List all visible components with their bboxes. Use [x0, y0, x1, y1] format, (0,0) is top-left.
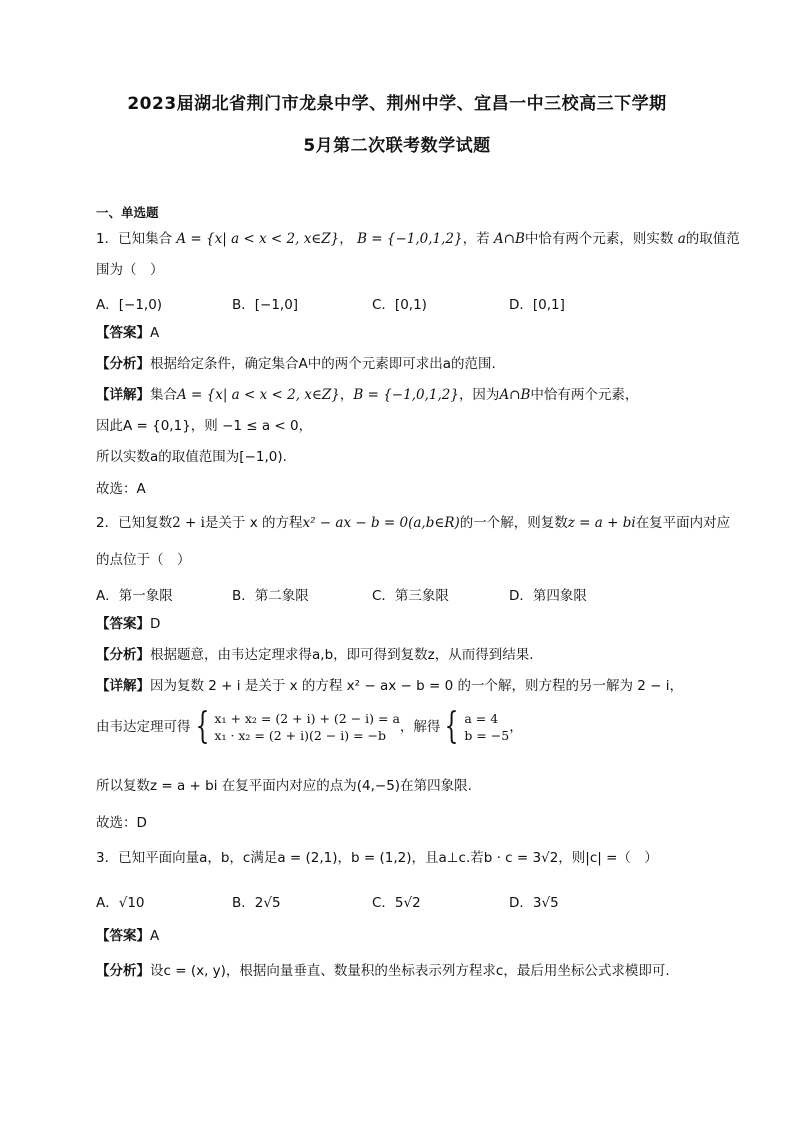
q1-stem-d: 的取值范: [685, 231, 740, 247]
q3-analysis-text: 设c = (x, y)，根据向量垂直、数量积的坐标表示列方程求c，最后用坐标公式求模即可.: [150, 963, 670, 979]
q1-set-a: A = {x| a < x < 2, x∈Z}: [176, 231, 340, 247]
q1-analysis-text: 根据给定条件，确定集合A中的两个元素即可求出a的范围.: [150, 356, 496, 372]
q2-choose: 故选：D: [96, 815, 147, 831]
q2-solution-system: [464, 710, 509, 744]
q1-answer: [96, 325, 159, 341]
q3-answer: [96, 928, 159, 944]
q1-set-b: B = {−1,0,1,2}: [357, 231, 463, 247]
q2-detail-line2: [96, 706, 523, 747]
q2-detail-line3: 所以复数z = a + bi 在复平面内对应的点为(4,−5)在第四象限.: [96, 778, 472, 794]
q2-option-c[interactable]: C．第三象限: [372, 588, 449, 604]
left-brace-icon: {: [195, 706, 209, 747]
q1-detail-a: 集合: [150, 387, 177, 403]
answer-tag: 【答案】: [96, 616, 150, 632]
q1-stem-line1: [96, 231, 740, 247]
analysis-tag: 【分析】: [96, 356, 150, 372]
q2-z0: 2 + i: [172, 515, 205, 531]
q1-option-d[interactable]: D．[0,1]: [509, 297, 565, 313]
q2-number: 2．: [96, 515, 119, 531]
q2-solution-line1: a = 4: [464, 711, 499, 726]
q3-analysis: [96, 963, 670, 979]
q2-detail-line1: [96, 678, 683, 694]
q2-option-d[interactable]: D．第四象限: [509, 588, 587, 604]
q2-detail2-pre: 由韦达定理可得: [96, 718, 191, 735]
q3-option-c[interactable]: C．5√2: [372, 895, 421, 911]
q1-detail-line1: [96, 387, 638, 403]
q2-stem-d: 在复平面内对应: [635, 515, 731, 531]
q2-solution-line2: b = −5: [464, 728, 510, 743]
detail-tag: 【详解】: [96, 678, 150, 694]
q1-stem-c: 中恰有两个元素，则实数: [524, 231, 674, 247]
q3-stem: [96, 850, 658, 866]
q3-option-d[interactable]: D．3√5: [509, 895, 559, 911]
q1-option-c[interactable]: C．[0,1): [372, 297, 427, 313]
q1-stem-line2: 围为（ ）: [96, 262, 164, 278]
q3-option-b[interactable]: B．2√5: [232, 895, 281, 911]
q1-detail-intersection: A∩B: [499, 387, 531, 403]
answer-tag: 【答案】: [96, 325, 150, 341]
answer-tag: 【答案】: [96, 928, 150, 944]
q1-intersection: A∩B: [493, 231, 525, 247]
q2-stem-c: 的一个解，则复数: [459, 515, 568, 531]
q2-stem-line2: 的点位于（ ）: [96, 552, 191, 568]
q2-analysis: [96, 647, 534, 663]
q2-z: z = a + bi: [567, 515, 636, 531]
q1-detail-b: ，因为: [458, 387, 500, 403]
q2-analysis-text: 根据题意，由韦达定理求得a,b，即可得到复数z，从而得到结果.: [150, 647, 534, 663]
q3-answer-value: A: [150, 928, 160, 944]
q1-stem-b: ，若: [462, 231, 490, 247]
q1-detail-sep: ，: [339, 387, 354, 403]
q1-detail-set-b: B = {−1,0,1,2}: [353, 387, 459, 403]
q2-option-b[interactable]: B．第二象限: [232, 588, 309, 604]
q2-vieta-system: [214, 710, 400, 744]
q2-detail2-post: ，: [509, 718, 523, 735]
q2-option-a[interactable]: A．第一象限: [96, 588, 173, 604]
q1-analysis: [96, 356, 496, 372]
q1-number: 1．: [96, 231, 119, 247]
analysis-tag: 【分析】: [96, 963, 150, 979]
q2-vieta-line1: x₁ + x₂ = (2 + i) + (2 − i) = a: [214, 711, 400, 726]
q1-detail-c: 中恰有两个元素，: [530, 387, 639, 403]
q1-detail-line3: 所以实数a的取值范围为[−1,0).: [96, 449, 287, 465]
q2-vieta-line2: x₁ · x₂ = (2 + i)(2 − i) = −b: [214, 728, 387, 743]
q2-detail2-mid: ，解得: [399, 718, 441, 735]
q1-option-a[interactable]: A．[−1,0): [96, 297, 163, 313]
q1-sep: ，: [339, 231, 353, 247]
q3-stem-text: 已知平面向量a，b，c满足a = (2,1)，b = (1,2)，且a⊥c.若b · c = 3√2，则|c| =（ ）: [118, 850, 658, 866]
q2-stem-a: 已知复数: [118, 515, 173, 531]
q3-option-a[interactable]: A．√10: [96, 895, 145, 911]
q2-stem-b: 是关于 x 的方程: [204, 515, 303, 531]
q1-stem-a: 已知集合: [118, 231, 173, 247]
q1-detail-set-a: A = {x| a < x < 2, x∈Z}: [177, 387, 340, 403]
q1-choose: 故选：A: [96, 481, 146, 497]
detail-tag: 【详解】: [96, 387, 150, 403]
q1-option-b[interactable]: B．[−1,0]: [232, 297, 299, 313]
q2-answer-value: D: [150, 616, 161, 632]
q1-answer-value: A: [150, 325, 160, 341]
q2-stem-line1: [96, 515, 730, 531]
q2-answer: [96, 616, 160, 632]
q1-detail-line2: 因此A = {0,1}，则 −1 ≤ a < 0，: [96, 418, 313, 434]
document-title-line1: 2023届湖北省荆门市龙泉中学、荆州中学、宜昌一中三校高三下学期: [127, 94, 667, 114]
q2-equation: x² − ax − b = 0(a,b∈R): [302, 515, 460, 531]
left-brace-icon: {: [445, 706, 459, 747]
analysis-tag: 【分析】: [96, 647, 150, 663]
q3-number: 3．: [96, 850, 119, 866]
q2-detail1-text: 因为复数 2 + i 是关于 x 的方程 x² − ax − b = 0 的一个解，则方程的另一解为 2 − i，: [150, 678, 683, 694]
section-heading: 一、单选题: [96, 205, 159, 220]
q1-var-a: a: [677, 231, 686, 247]
document-title-line2: 5月第二次联考数学试题: [303, 136, 491, 156]
